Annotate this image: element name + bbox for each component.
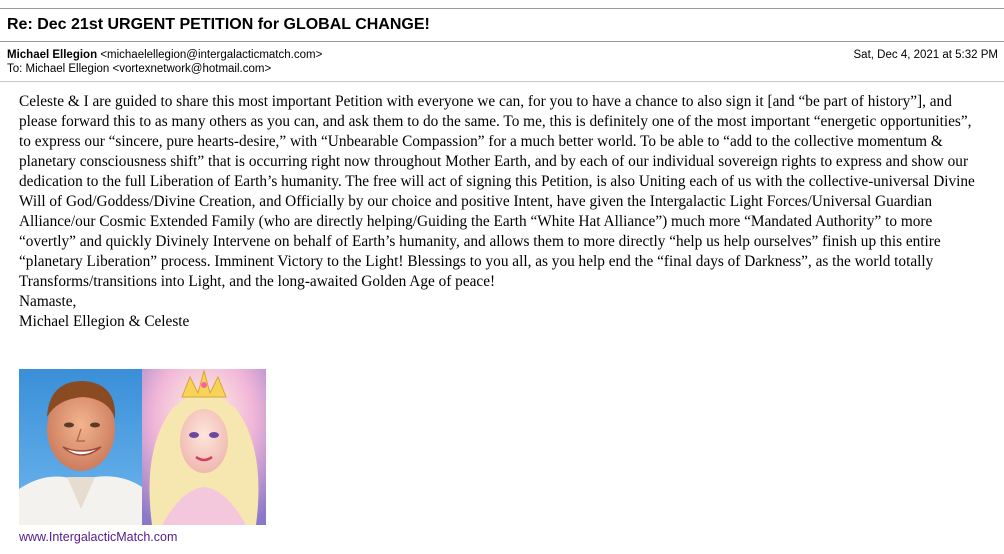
- to-label: To:: [7, 63, 23, 75]
- sender-email[interactable]: <michaelellegion@intergalacticmatch.com>: [100, 49, 323, 61]
- sender-line: [7, 49, 322, 61]
- recipient-value[interactable]: Michael Ellegion <vortexnetwork@hotmail.com>: [25, 63, 272, 75]
- website-link[interactable]: www.IntergalacticMatch.com: [19, 530, 178, 544]
- sender-name[interactable]: Michael Ellegion: [7, 49, 98, 61]
- email-date: Sat, Dec 4, 2021 at 5:32 PM: [853, 49, 998, 61]
- subject-divider: [0, 41, 1004, 42]
- email-body: [19, 92, 984, 332]
- signature-line: Michael Ellegion & Celeste: [19, 313, 190, 330]
- email-subject: Re: Dec 21st URGENT PETITION for GLOBAL CHANGE!: [7, 16, 430, 33]
- signature-photos: [19, 369, 266, 525]
- closing-line: Namaste,: [19, 293, 77, 310]
- recipient-line: [7, 63, 271, 75]
- top-divider: [0, 8, 1004, 9]
- celeste-portrait-image: [142, 369, 266, 525]
- man-portrait-photo: [19, 369, 142, 525]
- header-divider: [0, 81, 1004, 82]
- body-paragraph: Celeste & I are guided to share this most important Petition with everyone we can, for you to have a chance to also sign it [and “be part of history”], and please forward this to as many others as you can, and ask them to do the same. To me, this is definitely one of the most important “energetic opportunities”, to express our “sincere, pure hearts-desire,” with “Unbearable Compassion” for a much better world. To be able to “add to the collective momentum & planetary consciousness shift” that is occurring right now throughout Mother Earth, and by each of our individual sovereign rights to express and show our dedication to the full Liberation of Earth’s humanity. The free will act of signing this Petition, is also Uniting each of us with the collective-universal Divine Will of God/Goddess/Divine Creation, and Officially by our choice and positive Intent, have given the Intergalactic Light Forces/Universal Guardian Alliance/our Cosmic Extended Family (who are directly helping/Guiding the Earth “White Hat Alliance”) much more “Mandated Authority” to more “overtly” and quickly Divinely Intervene on behalf of Earth’s humanity, and allows them to more directly “help us help ourselves” finish up this entire “planetary Liberation” process. Imminent Victory to the Light! Blessings to you all, as you help end the “final days of Darkness”, as the world totally Transforms/transitions into Light, and the long-awaited Golden Age of peace!: [19, 93, 975, 290]
